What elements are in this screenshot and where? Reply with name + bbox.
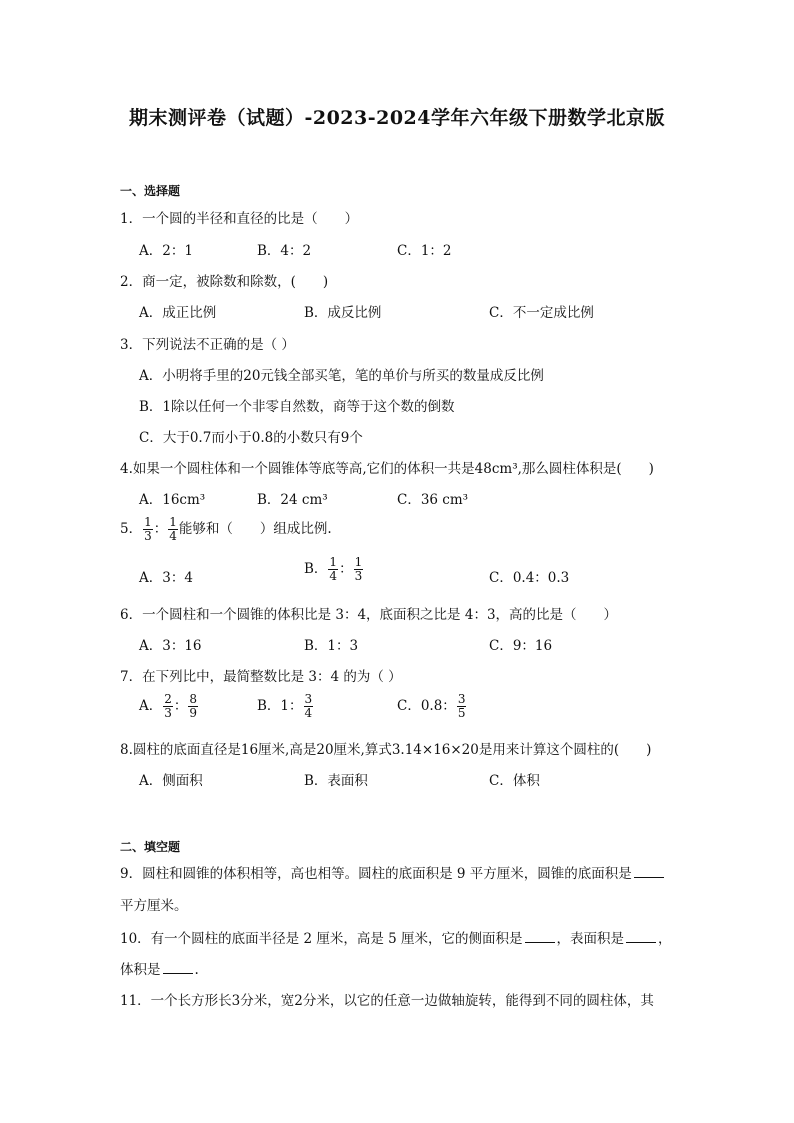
q10-surface-area-blank[interactable] (626, 928, 656, 943)
question-8: 8.圆柱的底面直径是16厘米,高是20厘米,算式3.14×16×20是用来计算这个圆柱的( ) (120, 742, 652, 758)
section-fill-heading: 二、填空题 (120, 840, 181, 854)
page-title: 期末测评卷（试题）-2023-2024学年六年级下册数学北京版 (128, 107, 666, 129)
q2-option-b: B．成反比例 (304, 305, 382, 321)
q7-option-b-label: B．1： (257, 698, 303, 714)
q6-option-c: C．9：16 (489, 638, 553, 654)
q8-option-c: C．体积 (489, 773, 540, 789)
q9-line-1: 9．圆柱和圆锥的体积相等，高也相等。圆柱的底面积是 9 平方厘米，圆锥的底面积是 (120, 866, 632, 882)
q5-fraction-2 (168, 516, 178, 543)
q7-option-a-fraction-2 (188, 693, 198, 720)
question-1: 1．一个圆的半径和直径的比是（ ） (120, 211, 359, 227)
q7-option-b-numerator: 3 (304, 692, 313, 706)
q5-option-b-fraction-2-numerator: 1 (354, 555, 363, 569)
section-choice-heading: 一、选择题 (120, 184, 181, 198)
question-3: 3．下列说法不正确的是（ ） (120, 337, 295, 353)
q5-fraction-1-denominator: 3 (144, 529, 152, 543)
q5-suffix: 能够和（ ）组成比例. (178, 521, 332, 537)
question-4: 4.如果一个圆柱体和一个圆锥体等底等高,它们的体积一共是48cm³,那么圆柱体积是( ) (120, 461, 654, 477)
q5-option-a: A．3：4 (139, 570, 193, 586)
q6-option-b: B．1：3 (304, 638, 359, 654)
q5-option-b (304, 556, 364, 583)
question-9-continued: 平方厘米。 (120, 898, 188, 914)
question-5 (120, 516, 332, 543)
q4-option-c: C．36 cm³ (397, 492, 469, 508)
q10-lateral-area-blank[interactable] (525, 928, 555, 943)
q7-option-b-fraction (304, 693, 314, 720)
q5-option-b-fraction-1-numerator: 1 (329, 555, 338, 569)
q7-option-a-fraction-2-numerator: 8 (189, 692, 198, 706)
q5-colon: ： (153, 521, 168, 537)
q8-option-a: A．侧面积 (139, 773, 203, 789)
q7-option-c-numerator: 3 (457, 692, 466, 706)
question-10-continued (120, 958, 199, 978)
q10-part-1: 10．有一个圆柱的底面半径是 2 厘米，高是 5 厘米，它的侧面积是 (120, 931, 523, 947)
q5-option-b-fraction-1 (328, 556, 338, 583)
q4-option-b: B．24 cm³ (257, 492, 328, 508)
q4-option-a: A．16cm³ (139, 492, 206, 508)
q1-option-c: C．1：2 (397, 243, 452, 259)
question-2: 2．商一定，被除数和除数，( ) (120, 274, 329, 290)
q9-answer-blank[interactable] (634, 863, 664, 878)
q7-option-b (257, 693, 314, 720)
q5-number: 5． (120, 521, 143, 537)
q10-period: . (194, 962, 199, 978)
q7-option-a-fraction-1 (163, 693, 173, 720)
q7-option-b-denominator: 4 (304, 706, 313, 720)
q5-fraction-2-denominator: 4 (169, 529, 177, 543)
q7-option-a-colon: ： (173, 698, 188, 714)
q5-fraction-1-numerator: 1 (144, 515, 152, 529)
q3-option-b: B．1除以任何一个非零自然数，商等于这个数的倒数 (139, 399, 455, 415)
q5-option-c: C．0.4：0.3 (489, 570, 570, 586)
q7-option-c-denominator: 5 (457, 706, 466, 720)
q10-volume-label: 体积是 (120, 962, 161, 978)
q7-option-a-fraction-1-numerator: 2 (164, 692, 172, 706)
q1-option-b: B．4：2 (257, 243, 312, 259)
q7-option-a (139, 693, 199, 720)
q5-fraction-1 (143, 516, 153, 543)
q7-option-a-fraction-2-denominator: 9 (189, 706, 198, 720)
question-6: 6．一个圆柱和一个圆锥的体积比是 3：4，底面积之比是 4：3，高的比是（ ） (120, 607, 618, 623)
q5-option-b-fraction-2-denominator: 3 (354, 569, 363, 583)
q10-volume-blank[interactable] (163, 959, 193, 974)
q3-option-c: C．大于0.7而小于0.8的小数只有9个 (139, 430, 363, 446)
q10-part-3: ， (658, 931, 672, 947)
q5-option-b-colon: ： (339, 561, 353, 577)
q10-part-2: ，表面积是 (556, 931, 625, 947)
q5-option-b-label: B． (304, 561, 328, 577)
q1-option-a: A．2：1 (139, 243, 193, 259)
question-9 (120, 862, 666, 882)
q6-option-a: A．3：16 (139, 638, 202, 654)
q5-fraction-2-numerator: 1 (169, 515, 177, 529)
q3-option-a: A．小明将手里的20元钱全部买笔，笔的单价与所买的数量成反比例 (139, 368, 544, 384)
q5-option-b-fraction-1-denominator: 4 (329, 569, 338, 583)
q7-option-c (397, 693, 467, 720)
q8-option-b: B．表面积 (304, 773, 368, 789)
q7-option-c-label: C．0.8： (397, 698, 456, 714)
q7-option-a-label: A． (139, 698, 163, 714)
question-10 (120, 927, 672, 947)
q7-option-c-fraction (457, 693, 467, 720)
q2-option-a: A．成正比例 (139, 305, 217, 321)
q5-option-b-fraction-2 (354, 556, 364, 583)
q7-option-a-fraction-1-denominator: 3 (164, 706, 172, 720)
question-7: 7．在下列比中，最简整数比是 3：4 的为（ ） (120, 669, 402, 685)
q2-option-c: C．不一定成比例 (489, 305, 594, 321)
question-11: 11．一个长方形长3分米，宽2分米，以它的任意一边做轴旋转，能得到不同的圆柱体，其 (120, 993, 654, 1009)
